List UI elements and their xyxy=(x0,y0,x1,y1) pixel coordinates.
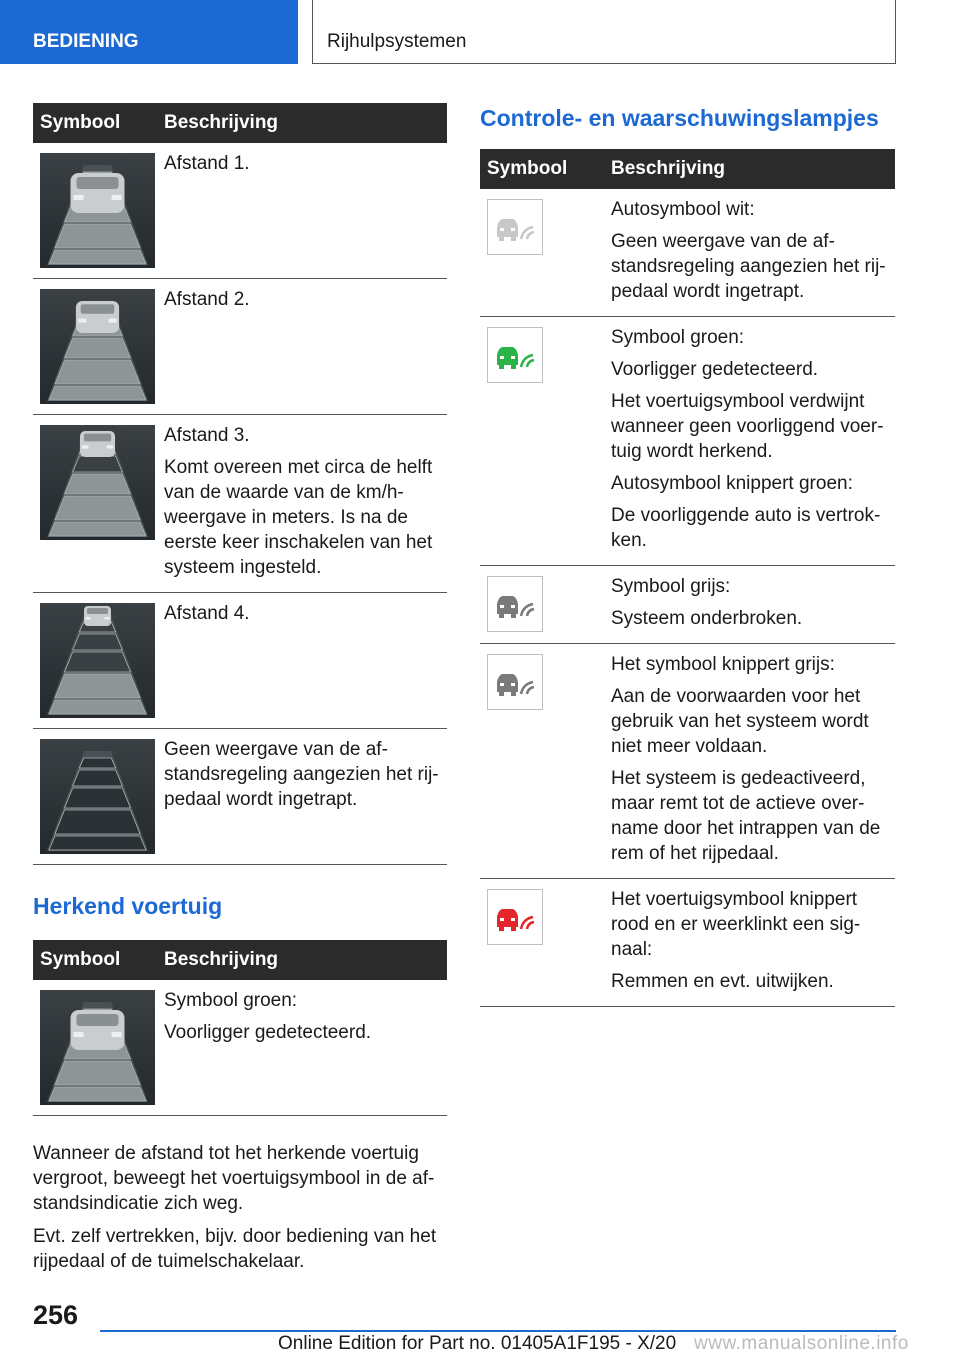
table-row xyxy=(33,415,447,593)
description-line: Het voertuigsymbool knippert rood en er weerklinkt een signaal: xyxy=(611,889,861,960)
symbol-cell xyxy=(480,317,603,566)
table-row xyxy=(33,593,447,729)
description-cell xyxy=(603,566,895,644)
table-row xyxy=(480,189,895,317)
description-cell xyxy=(156,143,447,279)
description-line: Autosymbool knippert groen: xyxy=(611,473,853,494)
car-symbol-grey-blinking-icon xyxy=(487,654,543,710)
distance-1-icon xyxy=(40,153,155,268)
warning-lamps-table xyxy=(480,149,895,1007)
car-symbol-green-icon xyxy=(487,327,543,383)
description-line: Voorligger gedetecteerd. xyxy=(611,359,819,380)
description-line: Voorligger gedetecteerd. xyxy=(164,1022,372,1043)
right-column xyxy=(480,103,895,1007)
description-line: Symbool groen: xyxy=(611,327,745,348)
distance-3-icon xyxy=(40,425,155,540)
description-line: Afstand 2. xyxy=(164,289,250,310)
footer-rule xyxy=(100,1330,896,1332)
description-line: Symbool grijs: xyxy=(611,576,731,597)
symbol-cell xyxy=(33,980,156,1116)
table-row xyxy=(33,143,447,279)
description-line: Afstand 3. xyxy=(164,425,250,446)
description-line: Afstand 4. xyxy=(164,603,250,624)
symbol-cell xyxy=(33,279,156,415)
description-line: Aan de voorwaarden voor het gebruik van het systeem wordt niet meer voldaan. xyxy=(611,686,869,757)
table-row xyxy=(480,644,895,879)
symbol-cell xyxy=(33,415,156,593)
description-line: Geen weergave van de afstandsregeling aangezien het rijpedaal wordt ingetrapt. xyxy=(164,739,439,810)
vehicle-detected-icon xyxy=(40,990,155,1105)
column-header-symbol: Symbool xyxy=(480,149,603,189)
description-cell xyxy=(603,189,895,317)
description-line: Geen weergave van de afstandsregeling aangezien het rijpedaal wordt ingetrapt. xyxy=(611,231,886,302)
car-symbol-grey-icon xyxy=(487,576,543,632)
description-line: Remmen en evt. uitwijken. xyxy=(611,971,834,992)
column-header-description: Beschrijving xyxy=(156,103,447,143)
description-line: Autosymbool wit: xyxy=(611,199,755,220)
description-cell xyxy=(603,879,895,1007)
distance-table xyxy=(33,103,447,865)
description-line: Systeem onderbroken. xyxy=(611,608,803,629)
table-row xyxy=(480,566,895,644)
description-cell xyxy=(156,729,447,865)
column-header-symbol: Symbool xyxy=(33,940,156,980)
description-cell xyxy=(156,593,447,729)
symbol-cell xyxy=(33,729,156,865)
description-line: Afstand 1. xyxy=(164,153,250,174)
symbol-cell xyxy=(480,566,603,644)
description-line: Komt overeen met circa de helft van de waarde van de km/h-weergave in meters. Is na de eerste keer inschakelen van het systeem ingesteld. xyxy=(164,457,433,578)
table-row xyxy=(480,879,895,1007)
description-cell xyxy=(156,279,447,415)
warning-lamps-heading: Controle- en waarschuwingslampjes xyxy=(480,105,879,131)
section-tab: BEDIENING xyxy=(0,0,298,64)
description-line: Het systeem is gedeactiveerd, maar remt tot de actieve overname door het intrappen van de rem of het rijpedaal. xyxy=(611,768,881,864)
car-symbol-red-icon xyxy=(487,889,543,945)
table-row xyxy=(33,980,447,1116)
left-column xyxy=(33,103,447,1282)
symbol-cell xyxy=(480,644,603,879)
distance-4-icon xyxy=(40,603,155,718)
watermark: www.manualsonline.info xyxy=(694,1333,909,1354)
distance-off-icon xyxy=(40,739,155,854)
table-row xyxy=(33,279,447,415)
table-row xyxy=(480,317,895,566)
column-header-description: Beschrijving xyxy=(156,940,447,980)
edition-info: Online Edition for Part no. 01405A1F195 - X/20 xyxy=(278,1333,677,1354)
table-row xyxy=(33,729,447,865)
symbol-cell xyxy=(33,593,156,729)
recognized-vehicle-table xyxy=(33,940,447,1116)
description-cell xyxy=(156,980,447,1116)
description-cell xyxy=(156,415,447,593)
symbol-cell xyxy=(480,879,603,1007)
chapter-title: Rijhulpsystemen xyxy=(312,0,896,64)
description-cell xyxy=(603,317,895,566)
page-number: 256 xyxy=(33,1300,79,1330)
description-line: Symbool groen: xyxy=(164,990,298,1011)
symbol-cell xyxy=(480,189,603,317)
description-cell xyxy=(603,644,895,879)
column-header-symbol: Symbool xyxy=(33,103,156,143)
description-line: De voorliggende auto is vertrokken. xyxy=(611,505,881,551)
distance-2-icon xyxy=(40,289,155,404)
description-line: Het voertuigsymbool verdwijnt wanneer geen voorliggend voertuig wordt herkend. xyxy=(611,391,884,462)
column-header-description: Beschrijving xyxy=(603,149,895,189)
description-line: Het symbool knippert grijs: xyxy=(611,654,835,675)
symbol-cell xyxy=(33,143,156,279)
body-paragraph: Wanneer de afstand tot het herkende voertuig vergroot, beweegt het voertuigsymbool in de afstandsindicatie zich weg. xyxy=(33,1143,435,1214)
car-symbol-white-icon xyxy=(487,199,543,255)
body-paragraph: Evt. zelf vertrekken, bijv. door bediening van het rijpedaal of de tuimelschakelaar. xyxy=(33,1226,437,1272)
recognized-vehicle-heading: Herkend voertuig xyxy=(33,893,223,919)
